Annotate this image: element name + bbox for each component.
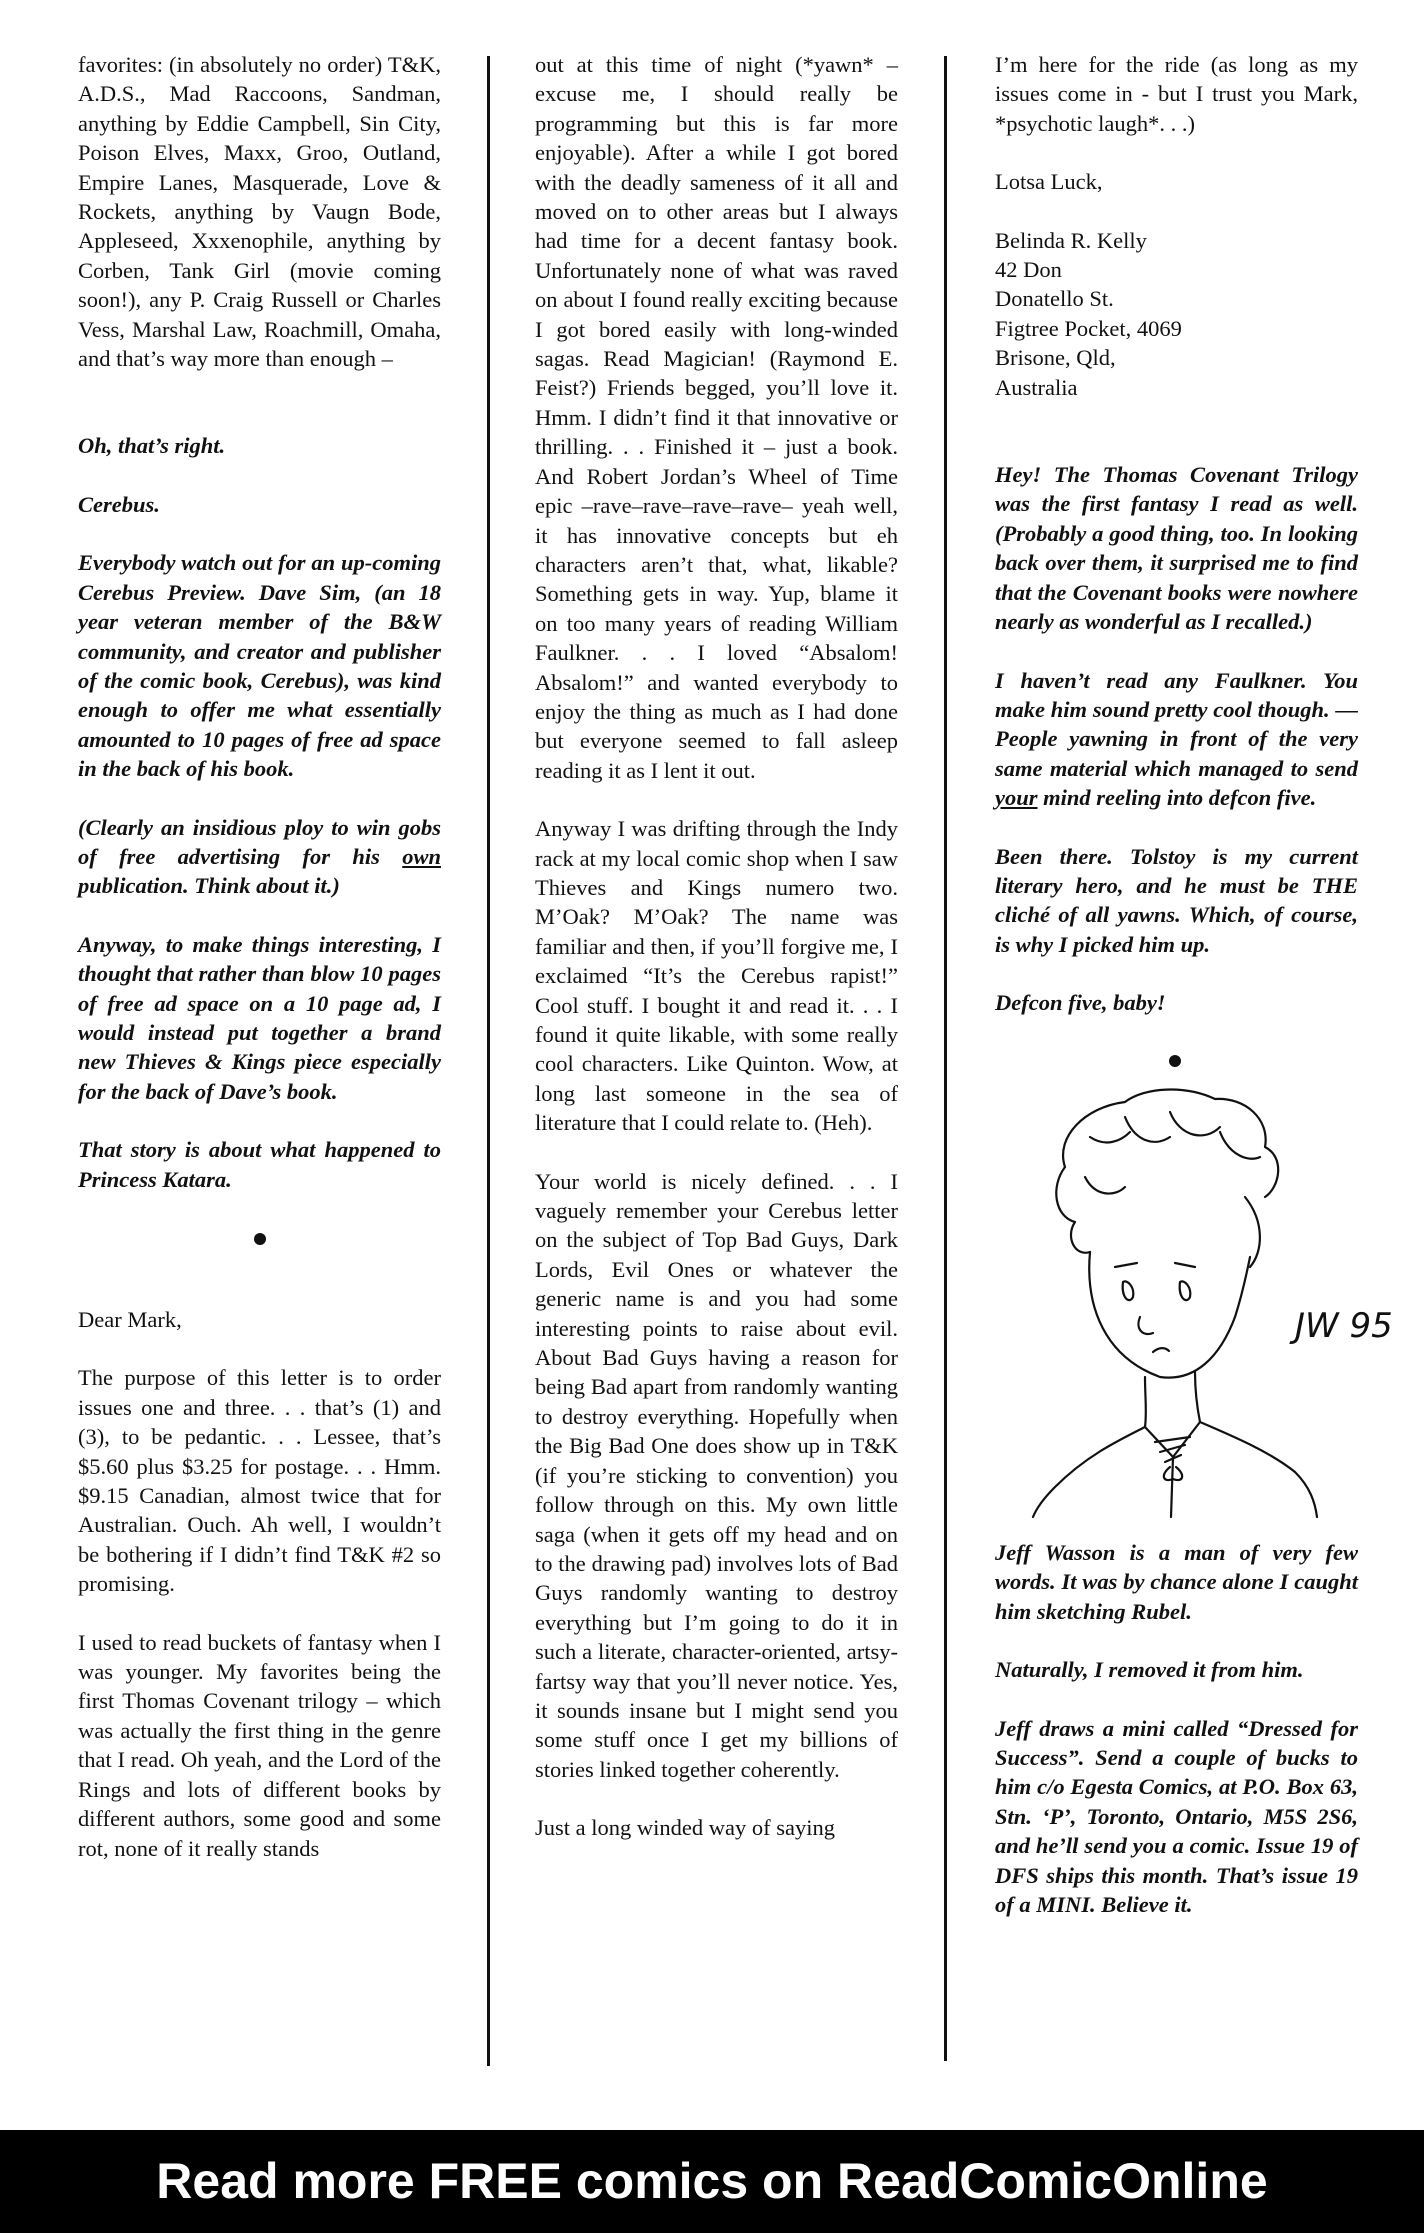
letter-paragraph: Your world is nicely defined. . . I vaguely remember your Cerebus letter on the subject of Top Bad Guys, Dark Lords, Evil Ones or whatever the generic name is and you had some interesting points to raise about evil. About Bad Guys having a reason for being Bad apart from randomly wanting to destroy everything. Hopefully when the Big Bad One does show up in T&K (if you’re sticking to convention) you follow through on this. My own little saga (when it gets off my head and on to the drawing pad) involves lots of Bad Guys randomly wanting to destroy everything but I’m going to do it in such a literate, character-oriented, artsy-fartsy way that you’ll never notice. Yes, it sounds insane but I might send you some stuff once I get my billions of stories linked together coherently. bbox=[535, 1168, 898, 1782]
letter-closing: Lotsa Luck, bbox=[995, 169, 1103, 195]
editor-note: Been there. Tolstoy is my current literary hero, and he must be THE cliché of all yawns. Which, of course, is why I picked him up. bbox=[995, 843, 1358, 957]
letter-greeting: Dear Mark, bbox=[78, 1307, 182, 1332]
editor-note-underlined: your bbox=[995, 785, 1038, 811]
letter-paragraph: The purpose of this letter is to order issues one and three. . . that’s (1) and (3), to be pedantic. . . Lessee, that’s $5.60 plus $3.25 for postage. . . Hmm. $9.15 Canadian, almost twice that for Australian. Ouch. Ah well, I wouldn’t be bothering if I didn’t find T&K #2 so promising. bbox=[78, 1365, 441, 1597]
address-line: Figtree Pocket, 4069 bbox=[995, 315, 1182, 341]
promo-footer-banner[interactable] bbox=[0, 2130, 1424, 2233]
editor-note-text: (Clearly an insidious ploy to win gobs of free advertising for his bbox=[78, 814, 441, 869]
column-left bbox=[78, 50, 441, 1863]
column-divider bbox=[487, 56, 490, 2066]
letter-paragraph: favorites: (in absolutely no order) T&K, A.D.S., Mad Raccoons, Sandman, anything by Eddie Campbell, Sin City, Poison Elves, Maxx, Groo, Outland, Empire Lanes, Masquerade, Love & Rockets, anything by Vaugn Bode, Appleseed, Xxxenophile, anything by Corben, Tank Girl (movie coming soon!), any P. Craig Russell or Charles Vess, Marshal Law, Roachmill, Omaha, and that’s way more than enough – bbox=[78, 52, 441, 372]
editor-note: Oh, that’s right. bbox=[78, 433, 226, 459]
editor-note-text: I haven’t read any Faulkner. You make him sound pretty cool though. —People yawning in front of the very same material which managed to send bbox=[995, 667, 1358, 781]
editor-note-underlined: own bbox=[402, 843, 441, 869]
editor-note: Hey! The Thomas Covenant Trilogy was the first fantasy I read as well. (Probably a good thing, too. In looking back over them, it surprised me to find that the Covenant books were nowhere nearly as wonderful as I recalled.) bbox=[995, 462, 1358, 635]
sketch-caption: Naturally, I removed it from him. bbox=[995, 1657, 1304, 1683]
column-middle bbox=[535, 50, 898, 1843]
letter-paragraph: out at this time of night (*yawn* – excuse me, I should really be programming but this is far more enjoyable). After a while I got bored with the deadly sameness of it all and moved on to other areas but I always had time for a decent fantasy book. Unfortunately none of what was raved on about I found really exciting because I got bored easily with long-winded sagas. Read Magician! (Raymond E. Feist?) Friends begged, you’ll love it. Hmm. I didn’t find it that innovative or thrilling. . . Finished it – just a book. And Robert Jordan’s Wheel of Time epic –rave–rave–rave–rave– yeah well, it has innovative concepts but eh characters aren’t that, what, likable? Something gets in way. Yup, blame it on too many years of reading William Faulkner. . . I loved “Absalom! Absalom!” and wanted everybody to enjoy the thing as much as I had done but everyone seemed to fall asleep reading it as I lent it out. bbox=[535, 52, 898, 783]
editor-note: Defcon five, baby! bbox=[995, 990, 1166, 1016]
editor-note: That story is about what happened to Princess Katara. bbox=[78, 1137, 441, 1192]
address-line: 42 Don bbox=[995, 257, 1062, 283]
sender-address bbox=[995, 226, 1358, 402]
editor-note: Anyway, to make things interesting, I thought that rather than blow 10 pages of free ad space on a 10 page ad, I would instead put together a brand new Thieves & Kings piece especially for the back of Dave’s book. bbox=[78, 931, 441, 1104]
address-line: Australia bbox=[995, 374, 1078, 400]
editor-note-text: mind reeling into defcon five. bbox=[1037, 785, 1317, 811]
section-bullet bbox=[78, 1223, 441, 1253]
editor-note-text: publication. Think about it.) bbox=[78, 873, 340, 899]
character-sketch bbox=[995, 1047, 1393, 1517]
column-right bbox=[995, 50, 1393, 1919]
bullet-dot bbox=[254, 1233, 266, 1245]
letter-paragraph: I used to read buckets of fantasy when I was younger. My favorites being the first Thomas Covenant trilogy – which was actually the first thing in the genre that I read. Oh yeah, and the Lord of the Rings and lots of different books by different authors, some good and some rot, none of it really stands bbox=[78, 1629, 441, 1861]
editor-note: Cerebus. bbox=[78, 491, 160, 517]
editor-note bbox=[78, 813, 441, 901]
letter-paragraph: Anyway I was drifting through the Indy rack at my local comic shop when I saw Thieves and Kings numero two. M’Oak? M’Oak? The name was familiar and then, if you’ll forgive me, I exclaimed “It’s the Cerebus rapist!” Cool stuff. I bought it and read it. . . I found it quite likable, with some really cool characters. Like Quinton. Wow, at long last someone in the sea of literature that I could relate to. (Heh). bbox=[535, 816, 898, 1136]
editor-note bbox=[995, 666, 1358, 813]
sketch-caption: Jeff Wasson is a man of very few words. It was by chance alone I caught him sketching Rubel. bbox=[995, 1539, 1358, 1624]
address-line: Donatello St. bbox=[995, 286, 1114, 312]
column-divider bbox=[944, 56, 947, 2061]
address-line: Brisone, Qld, bbox=[995, 345, 1116, 371]
promo-footer-text[interactable]: Read more FREE comics on ReadComicOnline bbox=[156, 2153, 1268, 2209]
artist-signature: JW 95 bbox=[1295, 1305, 1393, 1346]
letter-paragraph: I’m here for the ride (as long as my issues come in - but I trust you Mark, *psychotic laugh*. . .) bbox=[995, 52, 1358, 136]
letter-paragraph: Just a long winded way of saying bbox=[535, 1815, 835, 1841]
sketch-caption: Jeff draws a mini called “Dressed for Success”. Send a couple of bucks to him c/o Egesta Comics, at P.O. Box 63, Stn. ‘P’, Toronto, Ontario, M5S 2S6, and he’ll send you a comic. Issue 19 of DFS ships this month. That’s issue 19 of a MINI. Believe it. bbox=[995, 1715, 1358, 1918]
section-bullet-dot bbox=[1169, 1055, 1181, 1067]
editor-note: Everybody watch out for an up-coming Cerebus Preview. Dave Sim, (an 18 year veteran member of the B&W community, and creator and publisher of the comic book, Cerebus), was kind enough to offer me what essentially amounted to 10 pages of free ad space in the back of his book. bbox=[78, 550, 441, 782]
address-line: Belinda R. Kelly bbox=[995, 227, 1147, 253]
